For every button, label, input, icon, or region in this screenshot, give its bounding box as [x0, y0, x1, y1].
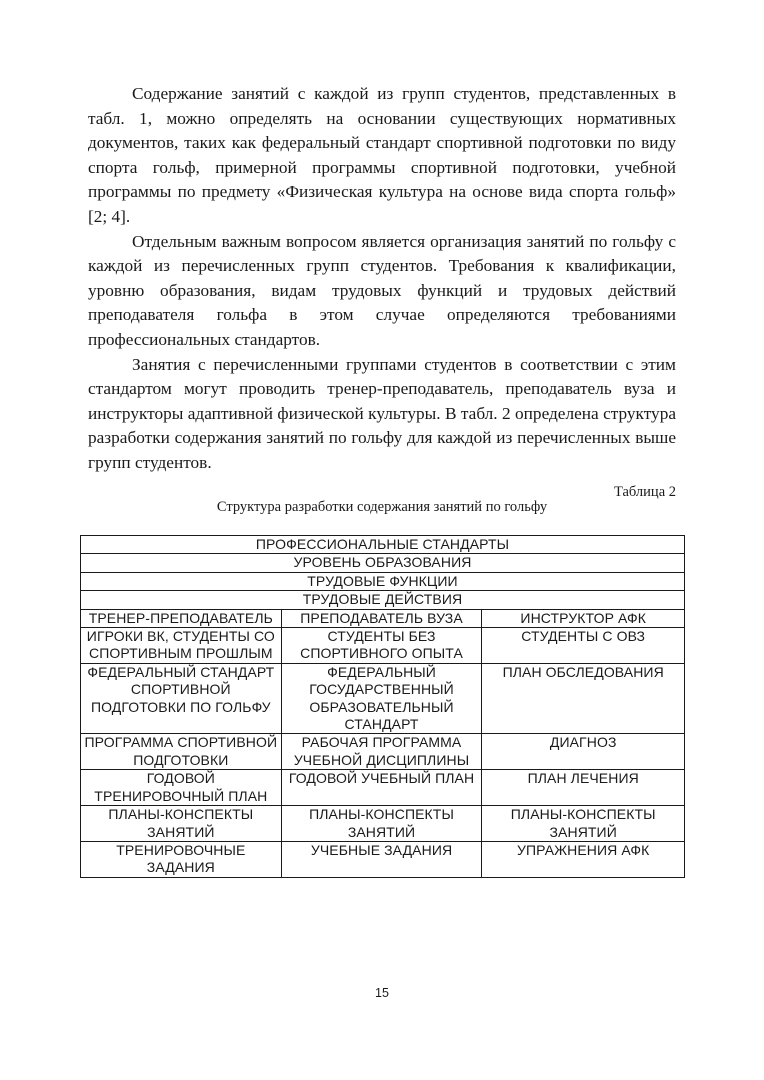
table-header-cell: ПРОФЕССИОНАЛЬНЫЕ СТАНДАРТЫ: [81, 536, 685, 554]
table-cell: ФЕДЕРАЛЬНЫЙ СТАНДАРТ СПОРТИВНОЙ ПОДГОТОВКИ ПО ГОЛЬФУ: [81, 663, 282, 734]
page-number: 15: [375, 986, 389, 1000]
paragraph-2: Отдельным важным вопросом является организация занятий по гольфу с каждой из перечисленных групп студентов. Требования к квалификации, уровню образования, видам трудовых функций и трудовых действий преподавателя гольфа в этом случае определяются требованиями профессиональных стандартов.: [88, 231, 676, 349]
table-header-cell: УРОВЕНЬ ОБРАЗОВАНИЯ: [81, 554, 685, 572]
table-cell: ДИАГНОЗ: [482, 734, 685, 770]
table-cell: ИГРОКИ ВК, СТУДЕНТЫ СО СПОРТИВНЫМ ПРОШЛЫМ: [81, 628, 282, 664]
table-row: [81, 770, 685, 806]
table-row: [81, 663, 685, 734]
structure-table: [80, 535, 685, 878]
table-row: [81, 628, 685, 664]
table-header-cell: ТРУДОВЫЕ ФУНКЦИИ: [81, 572, 685, 590]
table-cell: ПЛАНЫ-КОНСПЕКТЫ ЗАНЯТИЙ: [81, 806, 282, 842]
table-cell: ГОДОВОЙ УЧЕБНЫЙ ПЛАН: [281, 770, 482, 806]
table-cell: ТРЕНИРОВОЧНЫЕ ЗАДАНИЯ: [81, 841, 282, 877]
table-cell: ПРЕПОДАВАТЕЛЬ ВУЗА: [281, 609, 482, 627]
table-cell: ТРЕНЕР-ПРЕПОДАВАТЕЛЬ: [81, 609, 282, 627]
table-cell: СТУДЕНТЫ С ОВЗ: [482, 628, 685, 664]
table-cell: ПЛАН ОБСЛЕДОВАНИЯ: [482, 663, 685, 734]
table-cell: ПЛАН ЛЕЧЕНИЯ: [482, 770, 685, 806]
table-header-row: [81, 536, 685, 554]
table-caption: [0, 498, 764, 516]
table-label: Таблица 2: [613, 484, 676, 500]
table-cell: ПЛАНЫ-КОНСПЕКТЫ ЗАНЯТИЙ: [281, 806, 482, 842]
body-text: [88, 82, 676, 476]
table-cell: ПРОГРАММА СПОРТИВНОЙ ПОДГОТОВКИ: [81, 734, 282, 770]
table-header-row: [81, 554, 685, 572]
table-cell: УПРАЖНЕНИЯ АФК: [482, 841, 685, 877]
table-cell: РАБОЧАЯ ПРОГРАММА УЧЕБНОЙ ДИСЦИПЛИНЫ: [281, 734, 482, 770]
table-row: [81, 841, 685, 877]
table-cell: ИНСТРУКТОР АФК: [482, 609, 685, 627]
table-caption-text: Структура разработки содержания занятий по гольфу: [216, 499, 548, 515]
table-header-cell: ТРУДОВЫЕ ДЕЙСТВИЯ: [81, 591, 685, 609]
table-cell: УЧЕБНЫЕ ЗАДАНИЯ: [281, 841, 482, 877]
table-row: [81, 806, 685, 842]
table-header-row: [81, 572, 685, 590]
paragraph-3: Занятия с перечисленными группами студентов в соответствии с этим стандартом могут проводить тренер-преподаватель, преподаватель вуза и инструкторы адаптивной физической культуры. В табл. 2 определена структура разработки содержания занятий по гольфу для каждой из перечисленных выше групп студентов.: [88, 354, 676, 472]
paragraph-1: Содержание занятий с каждой из групп студентов, представленных в табл. 1, можно определять на основании существующих нормативных документов, таких как федеральный стандарт спортивной подготовки по виду спорта гольф, примерной программы спортивной подготовки, учебной программы по предмету «Физическая культура на основе вида спорта гольф» [2; 4].: [88, 84, 676, 226]
table-cell: ГОДОВОЙ ТРЕНИРОВОЧНЫЙ ПЛАН: [81, 770, 282, 806]
table-cell: ФЕДЕРАЛЬНЫЙ ГОСУДАРСТВЕННЫЙ ОБРАЗОВАТЕЛЬНЫЙ СТАНДАРТ: [281, 663, 482, 734]
table-header-row: [81, 591, 685, 609]
table-cell: ПЛАНЫ-КОНСПЕКТЫ ЗАНЯТИЙ: [482, 806, 685, 842]
table-row: [81, 609, 685, 627]
table-cell: СТУДЕНТЫ БЕЗ СПОРТИВНОГО ОПЫТА: [281, 628, 482, 664]
table-row: [81, 734, 685, 770]
